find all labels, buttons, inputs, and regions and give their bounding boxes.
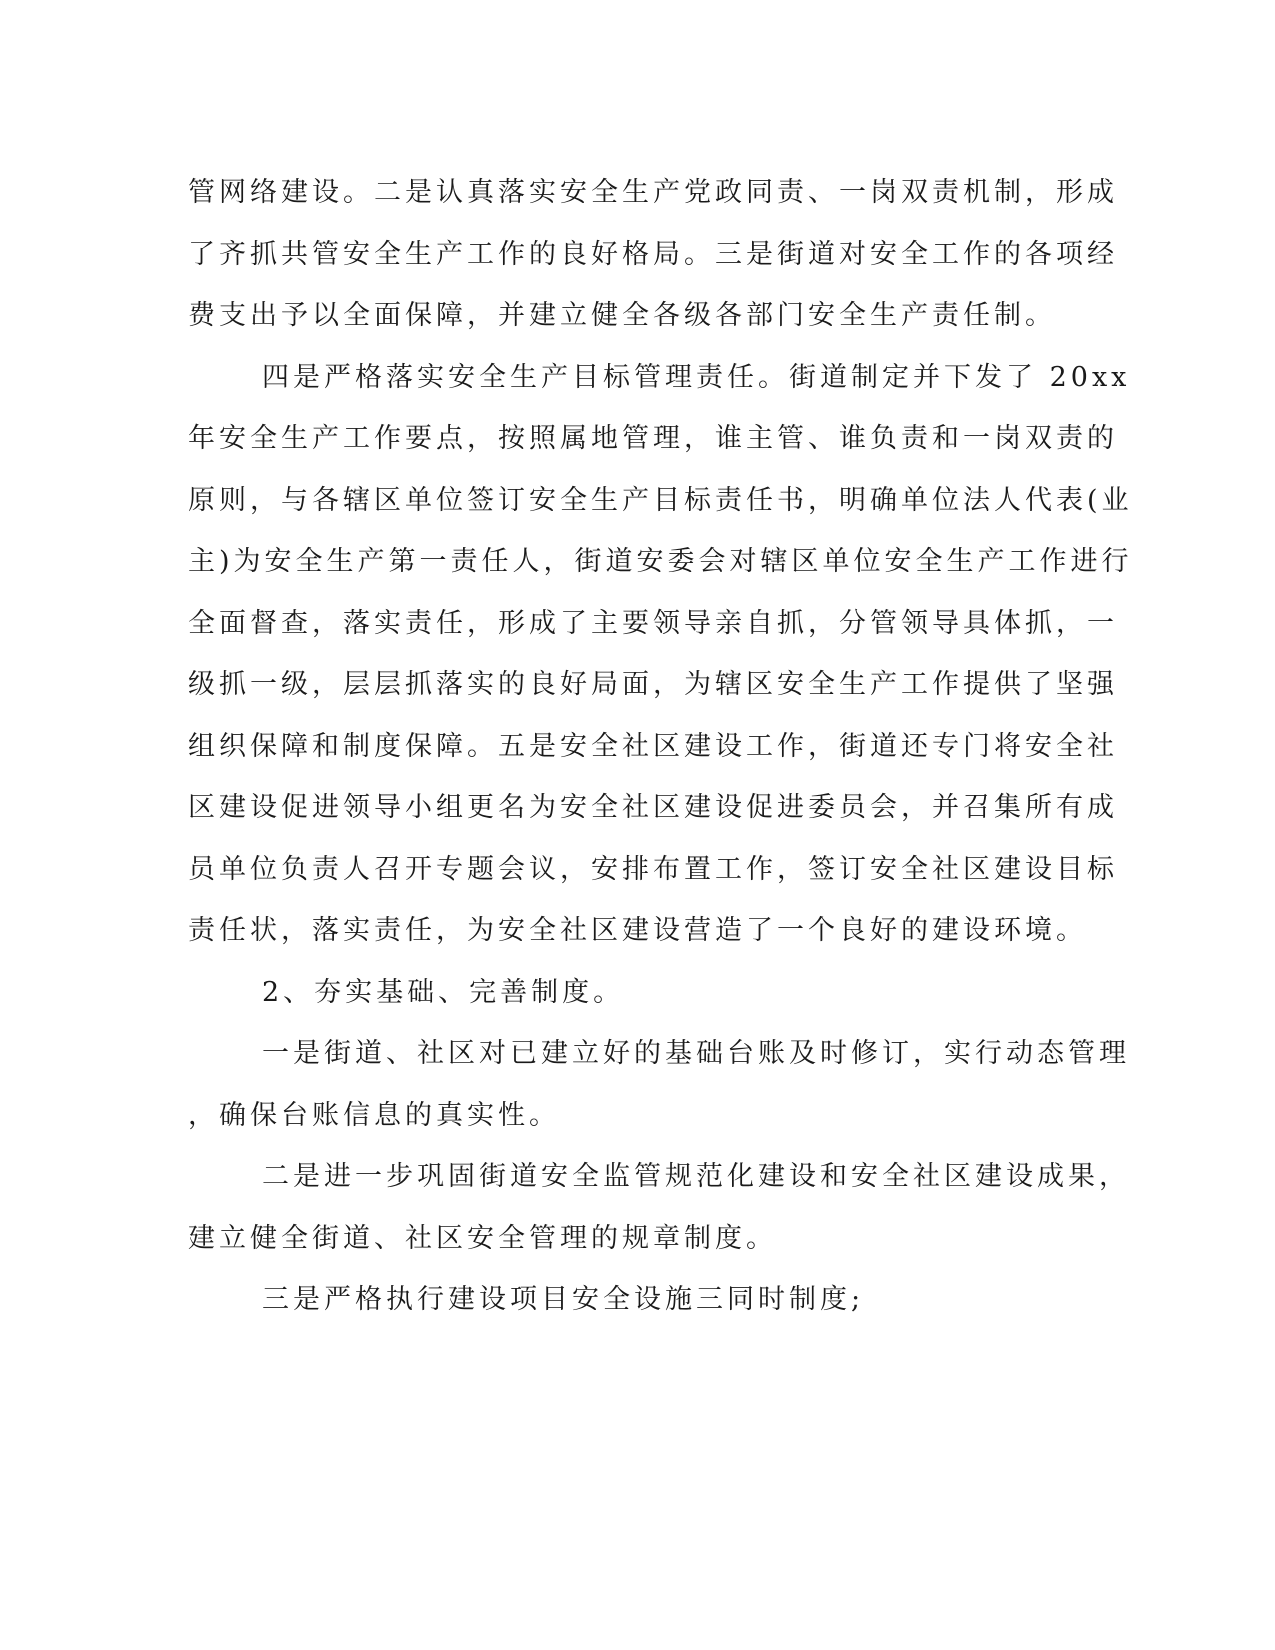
text-line: 员单位负责人召开专题会议，安排布置工作，签订安全社区建设目标 bbox=[188, 853, 1118, 885]
text-line: 年安全生产工作要点，按照属地管理，谁主管、谁负责和一岗双责的 bbox=[188, 423, 1118, 454]
text-line: 四是严格落实安全生产目标管理责任。街道制定并下发了 20xx bbox=[262, 361, 1131, 393]
text-line: ，确保台账信息的真实性。 bbox=[188, 1099, 560, 1131]
text-line: 组织保障和制度保障。五是安全社区建设工作，街道还专门将安全社 bbox=[188, 730, 1118, 762]
text-line: 级抓一级，层层抓落实的良好局面，为辖区安全生产工作提供了坚强 bbox=[188, 669, 1118, 700]
text-line: 建立健全街道、社区安全管理的规章制度。 bbox=[188, 1222, 777, 1254]
text-line: 了齐抓共管安全生产工作的良好格局。三是街道对安全工作的各项经 bbox=[188, 238, 1118, 270]
paragraph-4 bbox=[188, 1023, 1130, 1146]
text-line: 责任状，落实责任，为安全社区建设营造了一个良好的建设环境。 bbox=[188, 915, 1087, 946]
text-line: 二是进一步巩固街道安全监管规范化建设和安全社区建设成果， bbox=[262, 1161, 1130, 1192]
paragraph-6 bbox=[188, 1269, 1068, 1331]
text-line: 区建设促进领导小组更名为安全社区建设促进委员会，并召集所有成 bbox=[188, 792, 1118, 823]
paragraph-2 bbox=[188, 347, 1133, 962]
text-line: 费支出予以全面保障，并建立健全各级各部门安全生产责任制。 bbox=[188, 300, 1056, 331]
text-line: 2、夯实基础、完善制度。 bbox=[262, 976, 625, 1008]
text-line: 三是严格执行建设项目安全设施三同时制度; bbox=[262, 1284, 865, 1315]
paragraph-5 bbox=[188, 1146, 1130, 1269]
text-line: 主)为安全生产第一责任人，街道安委会对辖区单位安全生产工作进行 bbox=[188, 546, 1133, 577]
paragraph-1 bbox=[188, 162, 1118, 347]
text-line: 一是街道、社区对已建立好的基础台账及时修订，实行动态管理 bbox=[262, 1038, 1130, 1069]
text-line: 管网络建设。二是认真落实安全生产党政同责、一岗双责机制，形成 bbox=[188, 177, 1118, 208]
section-heading bbox=[188, 962, 1068, 1024]
document-body bbox=[188, 162, 1133, 1331]
text-line: 全面督查，落实责任，形成了主要领导亲自抓，分管领导具体抓，一 bbox=[188, 607, 1118, 639]
text-line: 原则，与各辖区单位签订安全生产目标责任书，明确单位法人代表(业 bbox=[188, 484, 1133, 516]
